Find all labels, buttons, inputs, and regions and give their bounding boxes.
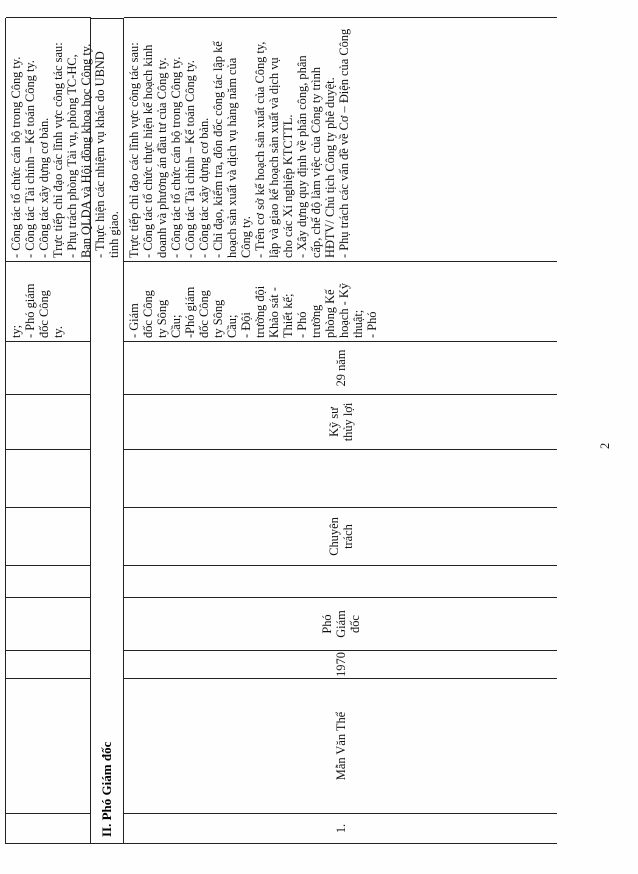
cell-birth-year [124,650,557,678]
cell-index [6,813,91,843]
cell-type [6,507,91,565]
cell-name [124,678,557,813]
cell-title [124,597,557,650]
cell-duties: - Công tác tổ chức cán bộ trong Công ty. - Công tác Tài chính – Kế toán Công ty. - Công tác xây dựng cơ bản. Trực tiếp chỉ đạo các lĩnh vực công tác sau: - Phụ trách phòng Tài vụ, phòng TC-HC, Ban QLDA và Hội đồng khoa học Công ty. - Thực hiện các nhiệm vụ khác do UBND tỉnh giao. [6,17,91,261]
section-header-row [91,18,124,844]
cell-duties: Trực tiếp chỉ đạo các lĩnh vực công tác sau: - Công tác tổ chức thực hiện kế hoạch kinh doanh và phương án đầu tư của Công ty. - Công tác tổ chức cán bộ trong Công ty. - Công tác Tài chính – Kế toán Công ty. - Công tác xây dựng cơ bản. - Chỉ đạo, kiểm tra, đôn đốc công tác lập kế hoạch sản xuất và dịch vụ hàng năm của Công ty. - Trên cơ sở kế hoạch sản xuất của Công ty, lập và giao kế hoạch sản xuất và dịch vụ cho các Xí nghiệp KTCTTL. - Xây dựng quy định về phân công, phân cấp, chế độ làm việc của Công ty trình HĐTV/ Chủ tịch Công ty phê duyệt. - Phụ trách các vấn đề về Cơ – Điện của Công [124,17,557,261]
cell-index [124,813,557,843]
cell-empty-1 [124,565,557,597]
cell-experience [124,341,557,394]
work-type: Chuyên trách [326,517,355,556]
cell-degree [6,394,91,449]
cell-title [6,597,91,650]
degree: Kỹ sư thủy lợi [326,402,355,442]
experience: 29 năm [333,349,348,387]
cell-type [124,507,557,565]
cell-degree [124,394,557,449]
cell-empty-1 [6,565,91,597]
section-title: II. Phó Giám đốc [99,741,114,837]
cell-position: ty; - Phó giám đốc Công ty. [6,261,91,341]
person-index: 1. [333,823,348,834]
cell-name [6,678,91,813]
person-name: Mẫn Văn Thể [333,711,348,781]
cell-experience [6,341,91,394]
cell-empty-2 [6,449,91,507]
cell-birth-year [6,650,91,678]
cell-position: - Giám đốc Công ty Sông Cầu; -Phó giám đốc Công ty Sông Cầu; - Đội trưởng đội Khảo sát - Thiết kế; - Phó trưởng phòng Kế hoạch - Kỹ thuật; - Phó [124,261,557,341]
table-row-person [124,18,557,844]
birth-year: 1970 [333,652,348,677]
page-number: 2 [598,442,612,449]
person-title: Phó Giám đốc [319,610,362,638]
cell-empty-2 [124,449,557,507]
